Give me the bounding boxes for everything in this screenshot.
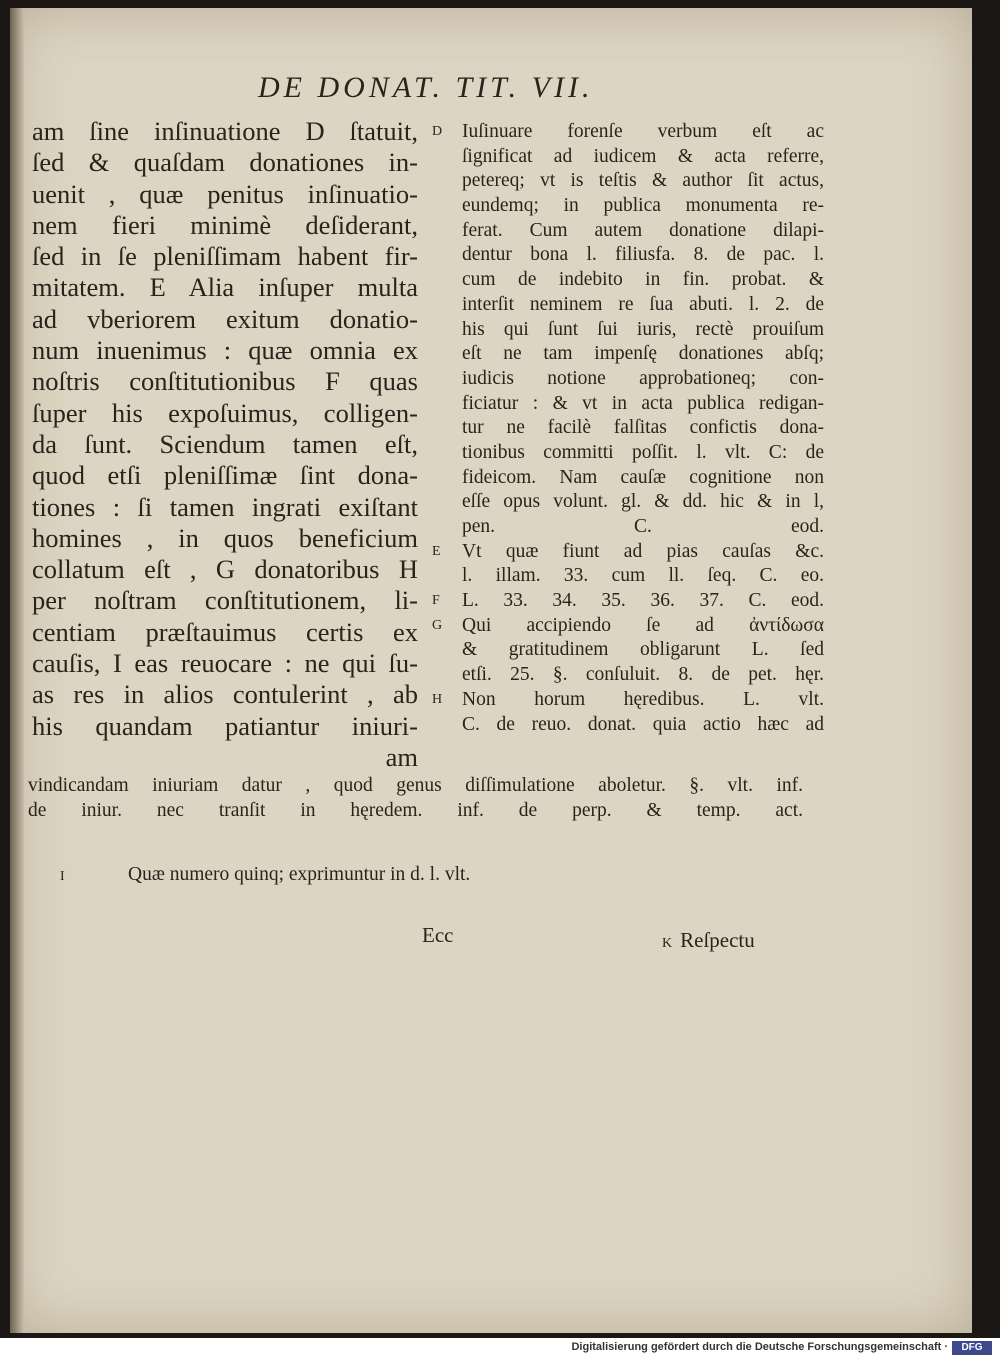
note-line — [432, 145, 824, 170]
note-line — [432, 194, 824, 219]
note-letter — [432, 466, 462, 491]
main-text-line: num inuenimus : quæ omnia ex — [32, 335, 418, 366]
note-line — [432, 688, 824, 713]
note-line — [432, 120, 824, 145]
note-letter — [432, 194, 462, 219]
note-line — [432, 416, 824, 441]
note-letter — [432, 293, 462, 318]
note-line — [432, 392, 824, 417]
note-letter — [432, 318, 462, 343]
note-text: his qui ſunt ſui iuris, rectè prouiſum — [462, 318, 824, 340]
note-letter — [432, 219, 462, 244]
running-head: DE DONAT. TIT. VII. — [258, 71, 594, 104]
note-line — [432, 219, 824, 244]
full-width-note-continuation — [28, 774, 803, 823]
note-text: l. illam. 33. cum ll. ſeq. C. eo. — [462, 565, 824, 587]
catchword-note-letter: K — [662, 936, 673, 951]
note-letter — [432, 663, 462, 688]
main-text-line: quod etſi pleniſſimæ ſint dona- — [32, 460, 418, 491]
note-text: ſignificat ad iudicem & acta referre, — [462, 145, 824, 167]
main-text-line: da ſunt. Sciendum tamen eſt, — [32, 428, 418, 459]
note-letter — [432, 713, 462, 738]
note-line — [432, 564, 824, 589]
note-letter — [432, 441, 462, 466]
note-line — [432, 515, 824, 540]
note-text: L. 33. 34. 35. 36. 37. C. eod. — [462, 590, 824, 612]
main-text-line: as res in alios contulerint , ab — [32, 679, 418, 710]
note-letter: E — [432, 543, 441, 559]
note-text: etſi. 25. §. conſuluit. 8. de pet. hęr. — [462, 664, 824, 686]
note-text: dentur bona l. filiusfa. 8. de pac. l. — [462, 244, 824, 266]
note-letter: G — [432, 617, 443, 633]
note-letter: F — [432, 593, 440, 609]
note-line — [432, 342, 824, 367]
main-text-line: uenit , quæ penitus inſinuatio- — [32, 178, 418, 209]
catchword-text: Reſpectu — [680, 928, 755, 952]
note-line — [432, 268, 824, 293]
note-line — [432, 490, 824, 515]
note-text: Quæ numero quinq; exprimuntur in d. l. vlt. — [128, 864, 471, 885]
page-gutter — [10, 8, 24, 1333]
note-line — [432, 713, 824, 738]
main-text-line: his quandam patiantur iniuri- — [32, 710, 418, 741]
note-letter — [432, 392, 462, 417]
footer-credit: Digitalisierung gefördert durch die Deutsche Forschungsgemeinschaft · — [571, 1341, 948, 1353]
main-text-column — [32, 116, 418, 773]
marginal-notes-column — [432, 120, 824, 737]
note-i — [60, 864, 470, 886]
note-text: eſt ne tam impenſę donationes abſq; — [462, 343, 824, 365]
note-letter: I — [60, 869, 65, 884]
note-letter — [432, 638, 462, 663]
main-text-line: cauſis, I eas reuocare : ne qui ſu- — [32, 648, 418, 679]
main-text-line: ad vberiorem exitum donatio- — [32, 303, 418, 334]
dfg-logo: DFG — [952, 1341, 992, 1355]
note-line — [432, 318, 824, 343]
note-letter: D — [432, 124, 443, 139]
main-text-line: am ſine inſinuatione D ſtatuit, — [32, 116, 418, 146]
note-line — [432, 663, 824, 688]
full-width-note-line: vindicandam iniuriam datur , quod genus diſſimulatione aboletur. §. vlt. inf. — [28, 775, 803, 796]
main-text-line: nem fieri minimè deſiderant, — [32, 209, 418, 240]
book-page — [10, 8, 972, 1333]
note-text: pen. C. eod. — [462, 516, 824, 537]
note-text: eundemq; in publica monumenta re- — [462, 195, 824, 217]
note-line — [432, 243, 824, 268]
note-line — [432, 367, 824, 392]
note-text: tur ne facilè falſitas confictis dona- — [462, 417, 824, 439]
main-text-line: centiam præſtauimus certis ex — [32, 616, 418, 647]
note-letter — [432, 416, 462, 441]
note-letter — [432, 367, 462, 392]
note-text: petereq; vt is teſtis & author ſit actus, — [462, 170, 824, 192]
note-line — [432, 441, 824, 466]
note-text: Vt quæ fiunt ad pias cauſas &c. — [462, 540, 824, 562]
note-line — [432, 293, 824, 318]
note-text: tionibus committi poſſit. l. vlt. C: de — [462, 441, 824, 463]
note-letter — [432, 243, 462, 268]
note-letter — [432, 490, 462, 515]
note-text: iudicis notione approbationeq; con- — [462, 367, 824, 389]
signature-mark: Ecc — [422, 923, 454, 947]
note-text: eſſe opus volunt. gl. & dd. hic & in l, — [462, 491, 824, 513]
note-text: Iuſinuare forenſe verbum eſt ac — [462, 121, 824, 142]
note-line — [432, 540, 824, 565]
footer-bar — [0, 1338, 1000, 1359]
note-text: C. de reuo. donat. quia actio hæc ad — [462, 713, 824, 735]
note-text: & gratitudinem obligarunt L. ſed — [462, 639, 824, 661]
note-line — [432, 169, 824, 194]
note-line — [432, 638, 824, 663]
note-letter: H — [432, 691, 443, 707]
catchword — [662, 928, 755, 953]
main-text-line: mitatem. E Alia inſuper multa — [32, 272, 418, 303]
main-text-line: noſtris conſtitutionibus F quas — [32, 366, 418, 397]
main-text-line: homines , in quos beneficium — [32, 522, 418, 553]
note-text: ferat. Cum autem donatione dilapi- — [462, 219, 824, 241]
main-text-line: tiones : ſi tamen ingrati exiſtant — [32, 491, 418, 522]
note-text: ficiatur : & vt in acta publica redigan- — [462, 392, 824, 414]
note-letter — [432, 268, 462, 293]
note-text: fideicom. Nam cauſæ cognitione non — [462, 466, 824, 488]
full-width-note-line: de iniur. nec tranſit in hęredem. inf. de perp. & temp. act. — [28, 799, 803, 821]
main-text-line: ſuper his expoſuimus, colligen- — [32, 397, 418, 428]
main-text-line: ſed & quaſdam donationes in- — [32, 147, 418, 178]
note-line — [432, 614, 824, 639]
note-letter — [432, 515, 462, 540]
note-letter — [432, 145, 462, 170]
note-text: Qui accipiendo ſe ad ἀντίδωσα — [462, 614, 824, 636]
main-text-line: collatum eſt , G donatoribus H — [32, 554, 418, 585]
note-text: cum de indebito in fin. probat. & — [462, 269, 824, 291]
note-text: interſit neminem re ſua abuti. l. 2. de — [462, 293, 824, 315]
note-line — [432, 466, 824, 491]
note-text: Non horum hęredibus. L. vlt. — [462, 688, 824, 710]
note-letter — [432, 169, 462, 194]
note-letter — [432, 342, 462, 367]
main-text-line: per noſtram conſtitutionem, li- — [32, 585, 418, 616]
main-text-line: am — [385, 741, 418, 772]
main-text-line: ſed in ſe pleniſſimam habent fir- — [32, 241, 418, 272]
note-letter — [432, 564, 462, 589]
note-line — [432, 589, 824, 614]
